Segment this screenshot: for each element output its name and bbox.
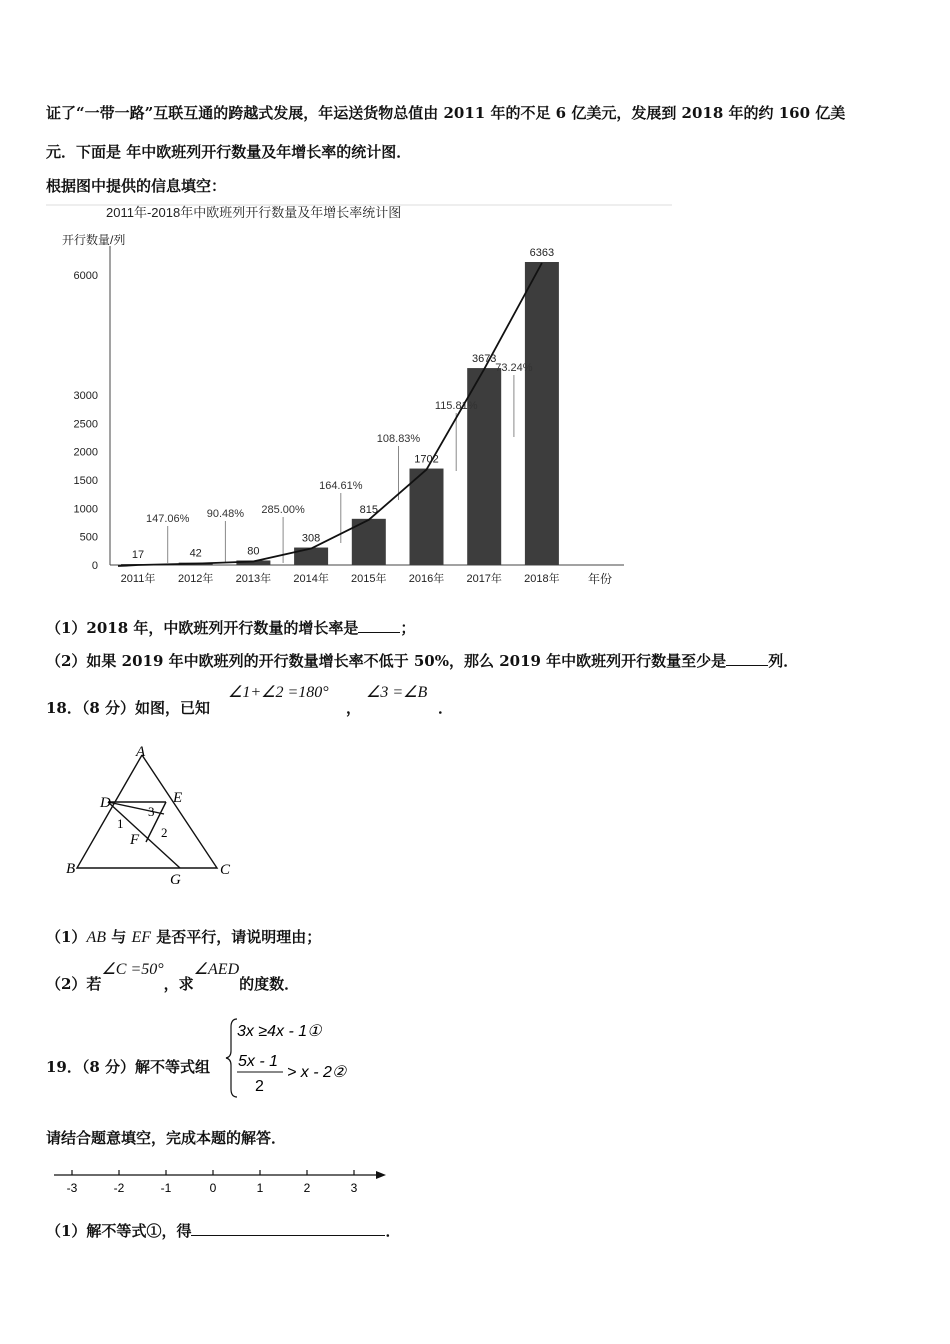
label-angle-2: 2 [161, 825, 168, 840]
q17-sub1 [46, 617, 415, 638]
y-tick-label: 3000 [73, 390, 98, 402]
q19-sub1-end: ． [385, 1222, 401, 1240]
triangle-figure [60, 740, 240, 888]
growth-rate-label: 73.24% [495, 362, 533, 374]
q17-sub2-end: 列． [768, 652, 799, 670]
ineq-1: 3x ≥4x - 1① [237, 1023, 322, 1040]
label-a: A [136, 744, 146, 760]
q19-sub1-text: （1）解不等式①，得 [46, 1222, 192, 1240]
q18-sub2-c: ∠C =50° [101, 961, 164, 978]
x-tick-label: 2011年 [120, 573, 156, 585]
number-line-label: -3 [66, 1181, 78, 1195]
intro-line-3: 根据图中提供的信息填空： [46, 177, 227, 195]
number-line [50, 1164, 390, 1200]
number-line-label: -2 [113, 1181, 125, 1195]
intro-line-1: 证了“一带一路”互联互通的跨越式发展，年运送货物总值由 2011 年的不足 6 亿美元，发展到 2018 年的约 160 亿美 [46, 104, 846, 122]
bar [467, 368, 501, 565]
y-tick-label: 1500 [73, 475, 98, 487]
q18-sub1-ef: EF [131, 929, 151, 946]
ineq-2-num: 5x - 1 [238, 1053, 279, 1070]
x-tick-label: 2012年 [177, 573, 214, 585]
q19-sub1-blank[interactable] [191, 1221, 385, 1236]
q18-sub2 [46, 961, 300, 994]
q18-sub1-prefix: （1） [46, 928, 87, 946]
inequality-system [225, 1015, 375, 1101]
y-tick-label: 2000 [73, 446, 98, 459]
segment-inner [108, 802, 164, 814]
q19-sub1 [46, 1220, 400, 1241]
bar-value-label: 815 [359, 503, 378, 516]
bar [525, 262, 559, 565]
x-tick-label: 2013年 [235, 573, 272, 585]
number-line-label: 2 [303, 1181, 311, 1195]
q18-cond1: ∠1+∠2 =180° [228, 684, 329, 701]
bar-value-label: 308 [301, 532, 321, 545]
y-tick-label: 500 [79, 531, 98, 544]
ineq-2-den: 2 [255, 1078, 264, 1095]
q18-sub1 [46, 926, 321, 947]
bar [294, 548, 328, 565]
q17-sub2-blank[interactable] [726, 651, 768, 666]
number-line-label: 1 [256, 1181, 264, 1195]
label-b: B [66, 861, 76, 877]
bar-value-label: 3673 [471, 353, 497, 366]
q17-sub1-blank[interactable] [358, 618, 400, 633]
bar-chart [40, 198, 680, 596]
label-angle-3: 3 [148, 804, 155, 819]
label-d: D [100, 795, 111, 811]
x-tick-label: 2016年 [408, 573, 445, 585]
bar-value-label: 42 [189, 547, 202, 560]
q18-sub1-ab: AB [86, 929, 106, 946]
q18-sub1-mid: 与 [105, 928, 132, 946]
bar-value-label: 80 [247, 545, 260, 558]
bar [410, 469, 444, 565]
growth-rate-label: 164.61% [319, 480, 363, 492]
number-line-arrow [376, 1171, 386, 1179]
triangle-abc [77, 755, 217, 868]
number-line-label: -1 [160, 1181, 172, 1195]
x-tick-label: 2017年 [466, 573, 502, 585]
q18-label: 18．（8 分）如图，已知 [46, 699, 211, 717]
growth-rate-label: 90.48% [206, 508, 245, 520]
bar-value-label: 17 [131, 549, 145, 562]
intro-line-2: 元．下面是 年中欧班列开行数量及年增长率的统计图． [46, 143, 412, 161]
bar-value-label: 6363 [529, 247, 555, 259]
label-angle-1: 1 [117, 816, 124, 831]
label-f: F [130, 832, 140, 848]
segment-dg [108, 802, 180, 868]
q18-sub2-mid: ，求 [163, 975, 194, 993]
q17-sub2 [46, 650, 798, 671]
growth-rate-label: 108.83% [376, 433, 421, 445]
x-tick-label: 2018年 [524, 573, 560, 585]
brace [226, 1019, 237, 1097]
ineq-2-rest: > x - 2② [287, 1064, 347, 1081]
q18-cond2: ∠3 =∠B [366, 684, 428, 701]
y-tick-label: 1000 [73, 503, 98, 516]
x-tick-label: 2015年 [351, 573, 387, 585]
q17-sub1-end: ； [400, 619, 416, 637]
growth-rate-label: 115.81% [434, 400, 478, 412]
q19-label: 19．（8 分）解不等式组 [46, 1058, 211, 1076]
q19-instruction: 请结合题意填空，完成本题的解答． [46, 1129, 287, 1147]
chart-xlabel: 年份 [588, 572, 613, 586]
chart-ylabel: 开行数量/列 [62, 233, 126, 247]
q18-sub2-aed: ∠AED [193, 961, 240, 978]
y-tick-label: 0 [91, 560, 98, 572]
q17-sub1-text: （1）2018 年，中欧班列开行数量的增长率是 [46, 619, 359, 637]
q18-sub2-end: 的度数． [239, 975, 300, 993]
chart-title: 2011年-2018年中欧班列开行数量及年增长率统计图 [106, 205, 402, 220]
y-tick-label: 6000 [73, 270, 98, 282]
q18-end: ． [438, 699, 454, 717]
growth-rate-label: 147.06% [145, 513, 190, 525]
x-tick-label: 2014年 [293, 573, 329, 585]
label-g: G [170, 872, 181, 888]
bar-value-label: 1702 [414, 453, 439, 466]
number-line-label: 0 [209, 1181, 217, 1195]
label-c: C [220, 862, 231, 878]
label-e: E [173, 790, 183, 806]
y-tick-label: 2500 [73, 418, 98, 431]
q18-comma: ， [346, 699, 362, 717]
q18-sub1-text: 是否平行，请说明理由； [150, 928, 322, 946]
q18-sub2-prefix: （2）若 [46, 975, 102, 993]
growth-rate-label: 285.00% [261, 504, 305, 516]
q17-sub2-text: （2）如果 2019 年中欧班列的开行数量增长率不低于 50%，那么 2019 年中欧班列开行数量至少是 [46, 652, 727, 670]
number-line-label: 3 [350, 1181, 358, 1195]
